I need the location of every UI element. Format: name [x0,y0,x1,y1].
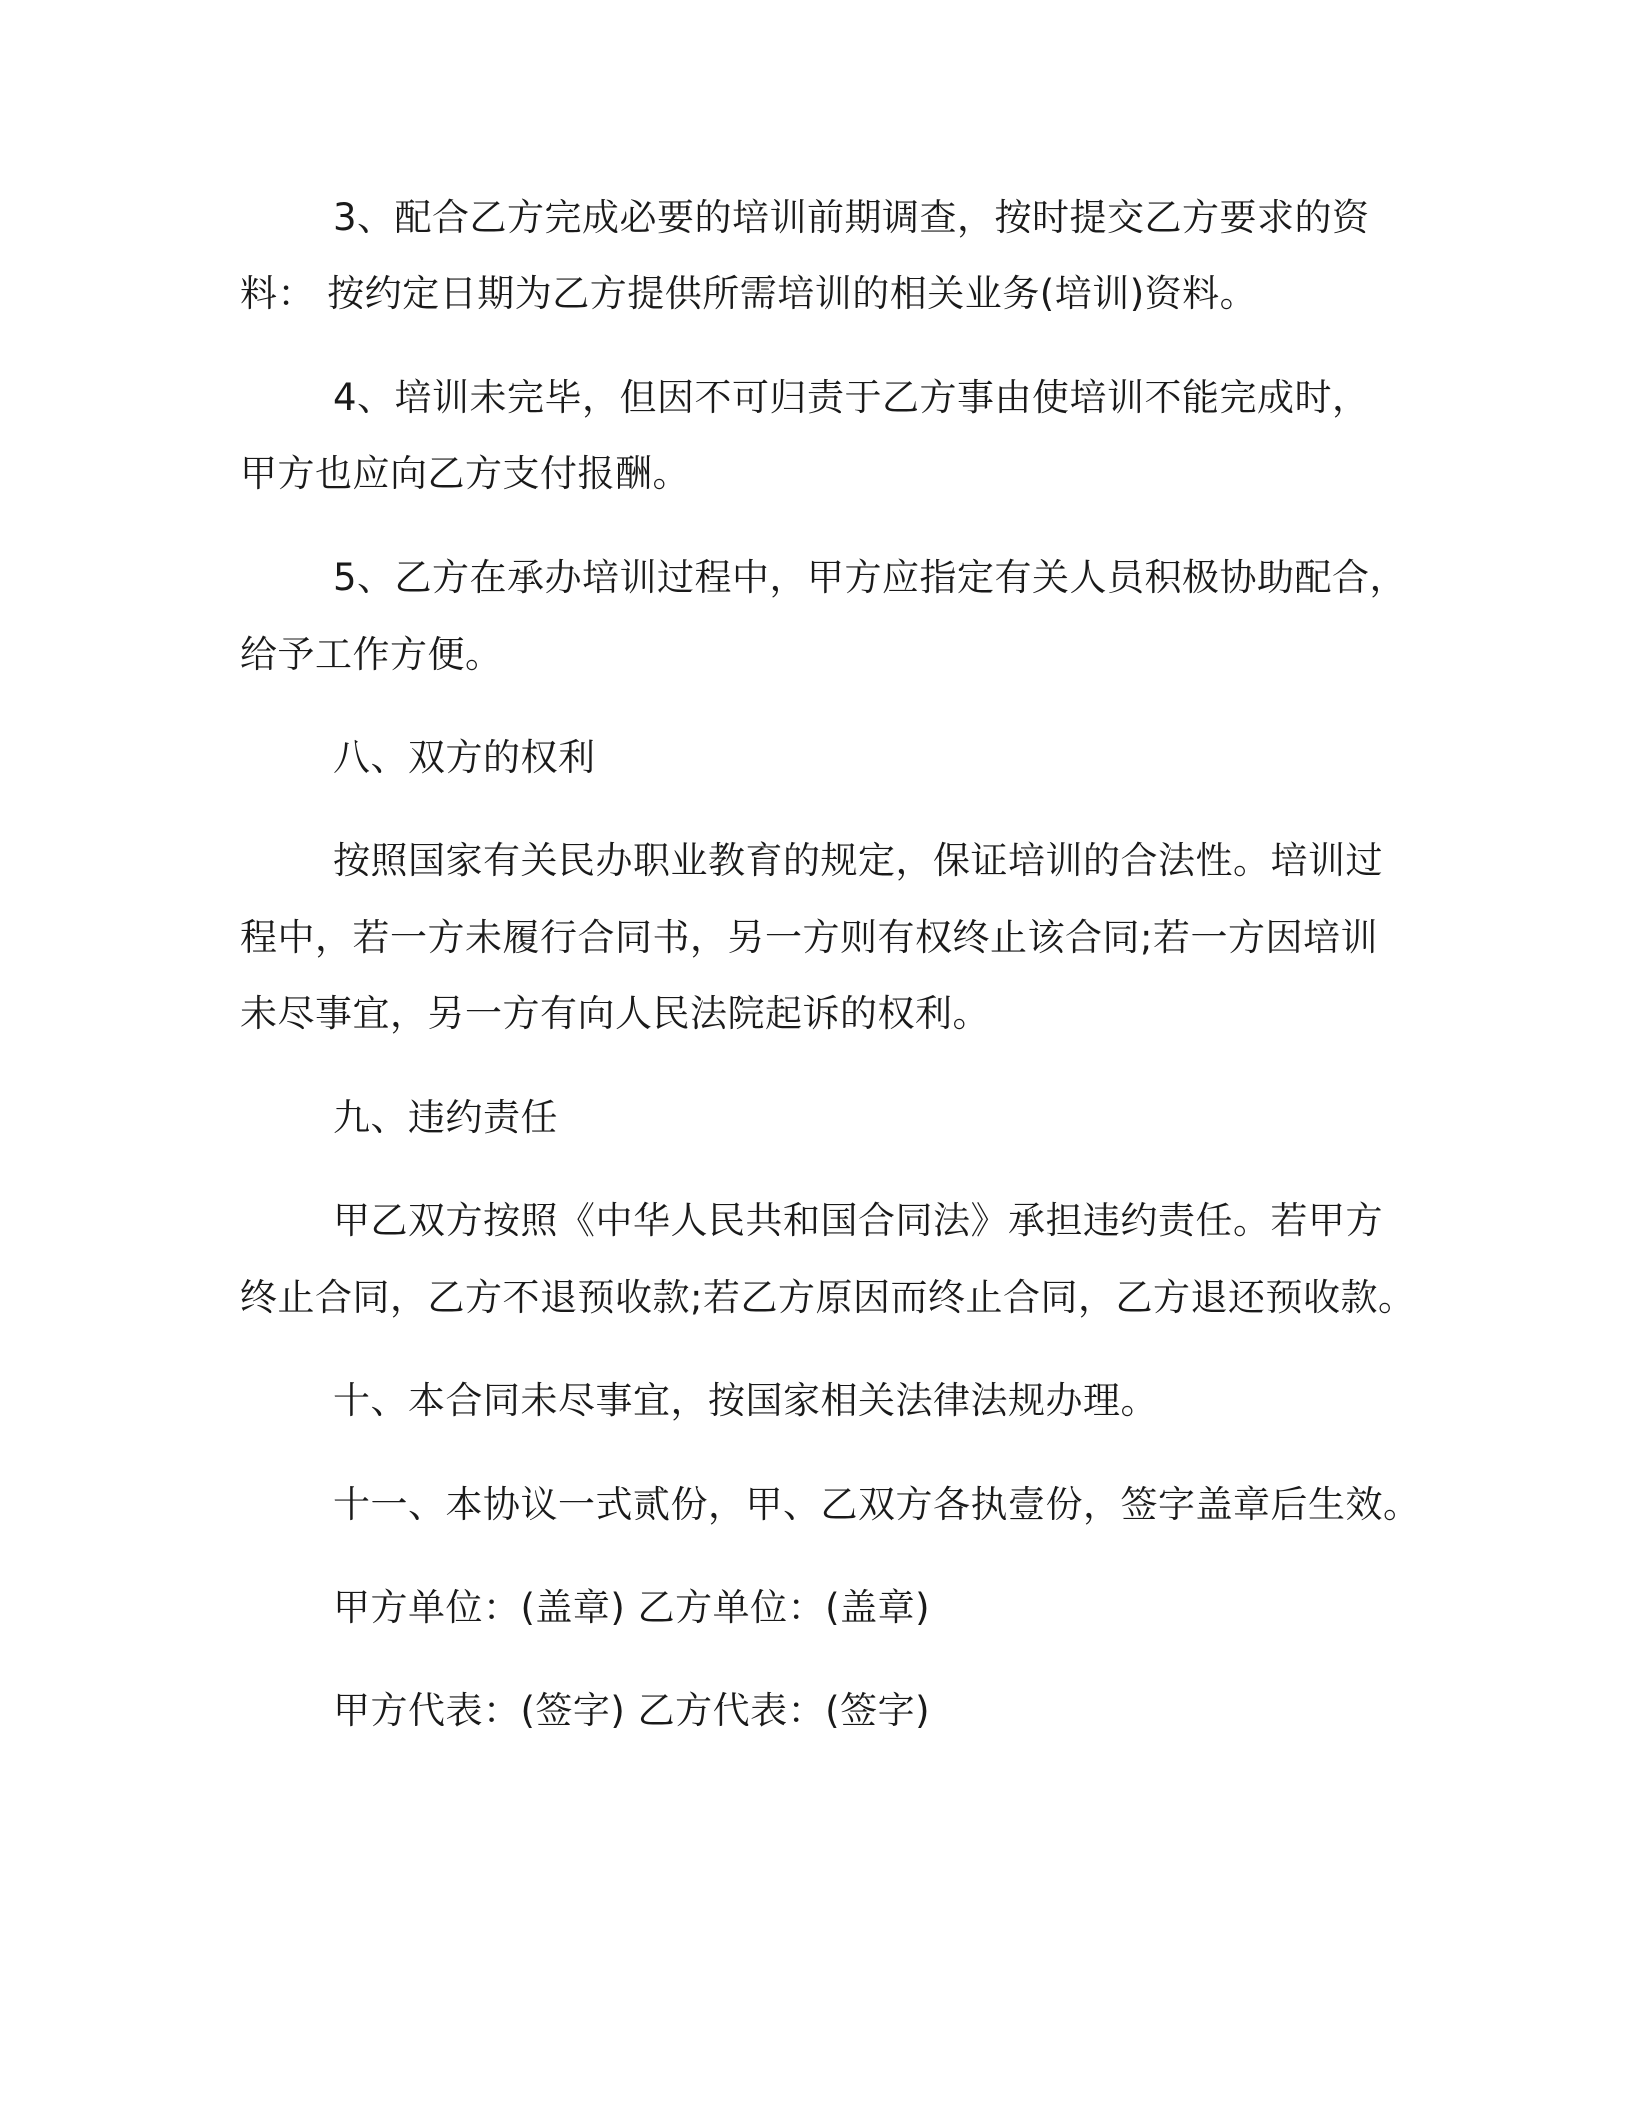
section-8-line-2: 程中，若一方未履行合同书，另一方则有权终止该合同;若一方因培训 [240,916,1378,959]
clause-4-line-1: 4、培训未完毕，但因不可归责于乙方事由使培训不能完成时， [333,376,1370,419]
section-10: 十、本合同未尽事宜，按国家相关法律法规办理。 [333,1379,1158,1422]
section-11: 十一、本协议一式贰份，甲、乙双方各执壹份，签字盖章后生效。 [333,1483,1421,1526]
clause-3-line-2: 料： 按约定日期为乙方提供所需培训的相关业务(培训)资料。 [240,272,1258,315]
signature-unit-line: 甲方单位：(盖章) 乙方单位：(盖章) [333,1586,931,1629]
signature-rep-line: 甲方代表：(签字) 乙方代表：(签字) [333,1689,931,1732]
clause-4-line-2: 甲方也应向乙方支付报酬。 [240,452,690,495]
section-8-heading: 八、双方的权利 [333,736,596,779]
section-9-heading: 九、违约责任 [333,1096,558,1139]
section-9-line-1: 甲乙双方按照《中华人民共和国合同法》承担违约责任。若甲方 [333,1199,1383,1242]
section-8-line-1: 按照国家有关民办职业教育的规定，保证培训的合法性。培训过 [333,839,1383,882]
clause-5-line-2: 给予工作方便。 [240,633,503,676]
section-8-line-3: 未尽事宜，另一方有向人民法院起诉的权利。 [240,992,990,1035]
section-9-line-2: 终止合同，乙方不退预收款;若乙方原因而终止合同，乙方退还预收款。 [240,1276,1416,1319]
clause-5-line-1: 5、乙方在承办培训过程中，甲方应指定有关人员积极协助配合， [333,556,1408,599]
clause-3-line-1: 3、配合乙方完成必要的培训前期调查，按时提交乙方要求的资 [333,196,1370,239]
